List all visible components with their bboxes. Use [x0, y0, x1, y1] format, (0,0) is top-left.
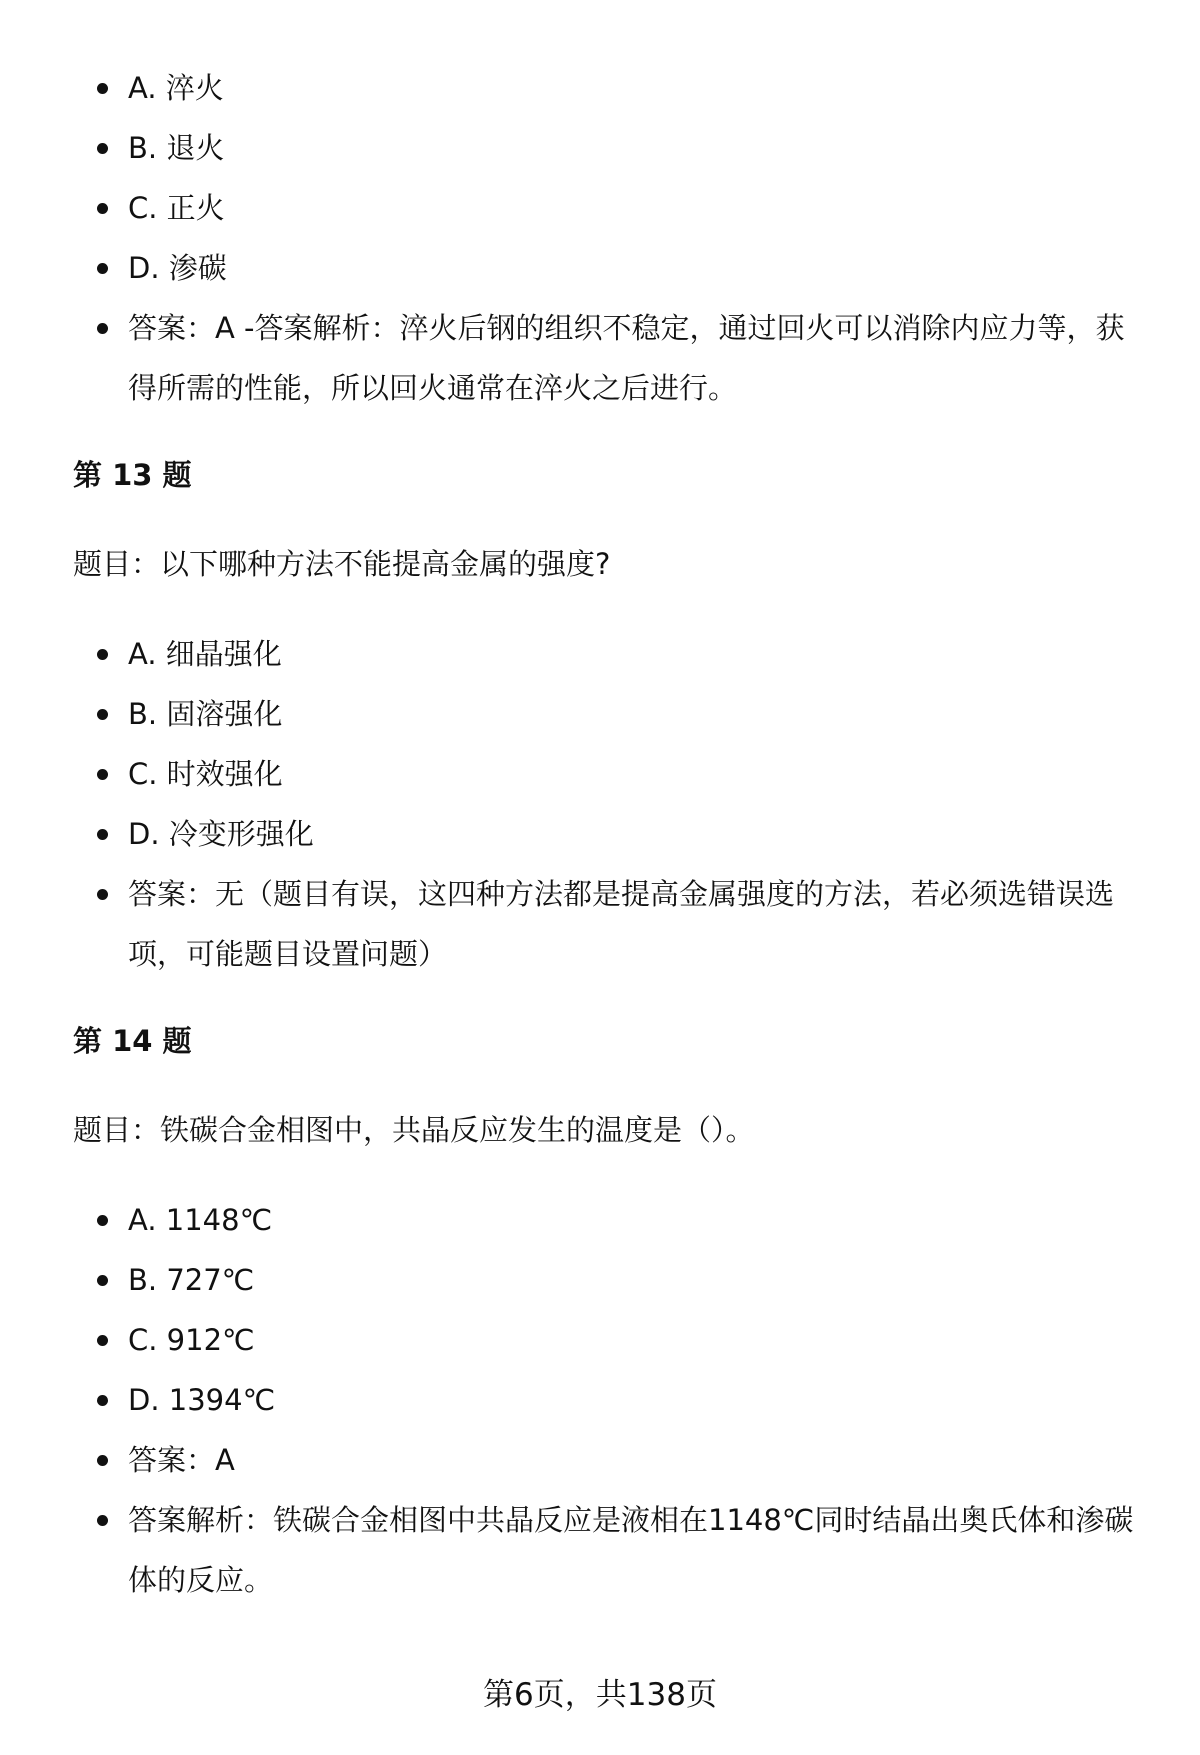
q12-option-c: C. 正火: [128, 191, 225, 225]
bullet-icon: [97, 649, 108, 660]
q14-option-c: C. 912℃: [128, 1323, 255, 1357]
list-item: [0, 238, 1200, 298]
q14-heading: 第 14 题: [73, 1024, 192, 1058]
list-item: [0, 178, 1200, 238]
q13-heading: 第 13 题: [73, 458, 192, 492]
bullet-icon: [97, 889, 108, 900]
q14-stem: 题目：铁碳合金相图中，共晶反应发生的温度是（）。: [73, 1113, 755, 1147]
q13-option-b: B. 固溶强化: [128, 697, 283, 731]
bullet-icon: [97, 323, 108, 334]
list-item: [0, 1250, 1200, 1310]
q14-option-list: [0, 1190, 1200, 1610]
list-item: [0, 1430, 1200, 1490]
list-item: [0, 684, 1200, 744]
q13-option-a: A. 细晶强化: [128, 637, 282, 671]
q14-explanation: 答案解析：铁碳合金相图中共晶反应是液相在1148℃同时结晶出奥氏体和渗碳体的反应。: [128, 1503, 1134, 1597]
bullet-icon: [97, 1335, 108, 1346]
q13-option-d: D. 冷变形强化: [128, 817, 314, 851]
q12-option-d: D. 渗碳: [128, 251, 227, 285]
bullet-icon: [97, 1275, 108, 1286]
bullet-icon: [97, 769, 108, 780]
bullet-icon: [97, 1515, 108, 1526]
list-item: [0, 298, 1200, 418]
list-item: [0, 118, 1200, 178]
q14-option-d: D. 1394℃: [128, 1383, 276, 1417]
list-item: [0, 58, 1200, 118]
q14-option-b: B. 727℃: [128, 1263, 255, 1297]
bullet-icon: [97, 143, 108, 154]
bullet-icon: [97, 1455, 108, 1466]
page-footer: 第6页，共138页: [483, 1677, 717, 1713]
list-item: [0, 864, 1200, 984]
q13-option-list: [0, 624, 1200, 984]
q14-answer: 答案：A: [128, 1443, 235, 1477]
q12-option-a: A. 淬火: [128, 71, 224, 105]
bullet-icon: [97, 83, 108, 94]
q12-answer: 答案：A -答案解析：淬火后钢的组织不稳定，通过回火可以消除内应力等，获得所需的性能，所以回火通常在淬火之后进行。: [128, 311, 1125, 405]
bullet-icon: [97, 263, 108, 274]
q13-stem: 题目：以下哪种方法不能提高金属的强度?: [73, 547, 611, 581]
q12-option-list: [0, 58, 1200, 418]
list-item: [0, 1190, 1200, 1250]
list-item: [0, 1370, 1200, 1430]
bullet-icon: [97, 709, 108, 720]
bullet-icon: [97, 203, 108, 214]
bullet-icon: [97, 1395, 108, 1406]
bullet-icon: [97, 1215, 108, 1226]
q14-option-a: A. 1148℃: [128, 1203, 273, 1237]
list-item: [0, 624, 1200, 684]
list-item: [0, 744, 1200, 804]
q13-option-c: C. 时效强化: [128, 757, 283, 791]
list-item: [0, 804, 1200, 864]
list-item: [0, 1490, 1200, 1610]
list-item: [0, 1310, 1200, 1370]
q13-answer: 答案：无（题目有误，这四种方法都是提高金属强度的方法，若必须选错误选项，可能题目设置问题）: [128, 877, 1115, 971]
q12-option-b: B. 退火: [128, 131, 225, 165]
bullet-icon: [97, 829, 108, 840]
